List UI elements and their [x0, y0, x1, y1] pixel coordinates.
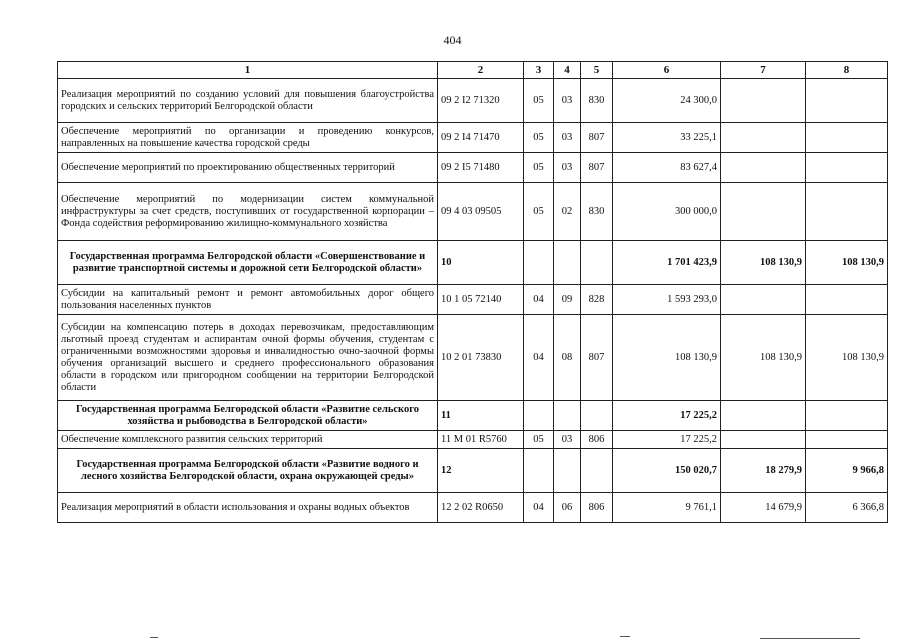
row-expense-type: 807 — [581, 123, 613, 153]
row-expense-type: 830 — [581, 183, 613, 241]
row-amount-col8 — [806, 123, 888, 153]
column-header-6: 6 — [613, 62, 721, 79]
row-name: Обеспечение комплексного развития сельских территорий — [58, 431, 438, 449]
row-amount-col7: 108 130,9 — [721, 241, 806, 285]
row-expense-type: 830 — [581, 79, 613, 123]
row-amount-col6: 150 020,7 — [613, 449, 721, 493]
row-section — [524, 449, 554, 493]
table-row — [58, 315, 888, 401]
scan-mark — [620, 636, 630, 637]
column-header-1: 1 — [58, 62, 438, 79]
row-amount-col8 — [806, 431, 888, 449]
table-row — [58, 493, 888, 523]
row-amount-col7 — [721, 431, 806, 449]
row-expense-type — [581, 449, 613, 493]
row-amount-col8 — [806, 153, 888, 183]
row-amount-col7 — [721, 153, 806, 183]
row-code: 10 1 05 72140 — [438, 285, 524, 315]
row-expense-type — [581, 241, 613, 285]
row-amount-col7: 108 130,9 — [721, 315, 806, 401]
row-name: Реализация мероприятий по созданию условий для повышения благоустройства городских и сельских территорий Белгородской области — [58, 79, 438, 123]
row-amount-col6: 17 225,2 — [613, 401, 721, 431]
row-amount-col8: 108 130,9 — [806, 241, 888, 285]
row-amount-col8: 6 366,8 — [806, 493, 888, 523]
row-code: 09 2 I4 71470 — [438, 123, 524, 153]
row-amount-col7 — [721, 123, 806, 153]
row-name: Субсидии на капитальный ремонт и ремонт автомобильных дорог общего пользования населенных пунктов — [58, 285, 438, 315]
row-amount-col7: 18 279,9 — [721, 449, 806, 493]
page-number: 404 — [443, 33, 462, 47]
row-code: 09 4 03 09505 — [438, 183, 524, 241]
table-row — [58, 153, 888, 183]
row-amount-col6: 108 130,9 — [613, 315, 721, 401]
row-code: 10 2 01 73830 — [438, 315, 524, 401]
row-amount-col7 — [721, 183, 806, 241]
row-subsection: 03 — [554, 153, 581, 183]
table-body — [58, 79, 888, 523]
column-header-2: 2 — [438, 62, 524, 79]
row-amount-col7 — [721, 79, 806, 123]
row-name: Реализация мероприятий в области использования и охраны водных объектов — [58, 493, 438, 523]
row-section: 04 — [524, 493, 554, 523]
table-row — [58, 241, 888, 285]
row-amount-col6: 1 701 423,9 — [613, 241, 721, 285]
row-amount-col6: 24 300,0 — [613, 79, 721, 123]
row-subsection: 08 — [554, 315, 581, 401]
row-section: 05 — [524, 123, 554, 153]
row-section — [524, 401, 554, 431]
table-row — [58, 79, 888, 123]
row-code: 11 — [438, 401, 524, 431]
scan-mark — [760, 638, 860, 639]
table-row — [58, 285, 888, 315]
row-amount-col6: 17 225,2 — [613, 431, 721, 449]
row-amount-col6: 1 593 293,0 — [613, 285, 721, 315]
row-amount-col8: 9 966,8 — [806, 449, 888, 493]
row-subsection: 03 — [554, 123, 581, 153]
row-subsection — [554, 449, 581, 493]
row-amount-col8 — [806, 285, 888, 315]
column-header-7: 7 — [721, 62, 806, 79]
table-row — [58, 449, 888, 493]
row-section: 04 — [524, 315, 554, 401]
row-amount-col6: 9 761,1 — [613, 493, 721, 523]
row-name: Государственная программа Белгородской области «Развитие водного и лесного хозяйства Белгородской области, охрана окружающей среды» — [58, 449, 438, 493]
row-amount-col7: 14 679,9 — [721, 493, 806, 523]
row-section: 05 — [524, 431, 554, 449]
scan-mark — [150, 637, 158, 638]
row-section — [524, 241, 554, 285]
table-row — [58, 123, 888, 153]
row-name: Субсидии на компенсацию потерь в доходах перевозчикам, предоставляющим льготный проезд студентам и аспирантам очной формы обучения, студентам с ограниченными возможностями здоровья и инвалидностью очно-заочной формы обучения организаций высшего и среднего профессионального образования области в городском или пригородном сообщении на территории Белгородской области — [58, 315, 438, 401]
row-name: Государственная программа Белгородской области «Совершенствование и развитие транспортной системы и дорожной сети Белгородской области» — [58, 241, 438, 285]
row-code: 12 2 02 R0650 — [438, 493, 524, 523]
column-header-4: 4 — [554, 62, 581, 79]
row-subsection: 03 — [554, 79, 581, 123]
row-amount-col8 — [806, 401, 888, 431]
row-expense-type: 828 — [581, 285, 613, 315]
column-header-8: 8 — [806, 62, 888, 79]
row-amount-col7 — [721, 401, 806, 431]
row-code: 12 — [438, 449, 524, 493]
row-section: 05 — [524, 153, 554, 183]
row-subsection: 03 — [554, 431, 581, 449]
row-subsection: 09 — [554, 285, 581, 315]
table-row — [58, 183, 888, 241]
row-amount-col6: 33 225,1 — [613, 123, 721, 153]
row-subsection — [554, 401, 581, 431]
row-code: 10 — [438, 241, 524, 285]
row-amount-col6: 300 000,0 — [613, 183, 721, 241]
row-expense-type — [581, 401, 613, 431]
row-code: 11 М 01 R5760 — [438, 431, 524, 449]
table-header-row — [58, 62, 888, 79]
column-header-5: 5 — [581, 62, 613, 79]
row-section: 05 — [524, 183, 554, 241]
row-name: Обеспечение мероприятий по организации и проведению конкурсов, направленных на повышение качества городской среды — [58, 123, 438, 153]
row-name: Государственная программа Белгородской области «Развитие сельского хозяйства и рыбоводства в Белгородской области» — [58, 401, 438, 431]
column-header-3: 3 — [524, 62, 554, 79]
row-section: 04 — [524, 285, 554, 315]
row-subsection — [554, 241, 581, 285]
table-row — [58, 401, 888, 431]
row-amount-col8: 108 130,9 — [806, 315, 888, 401]
row-code: 09 2 I5 71480 — [438, 153, 524, 183]
row-expense-type: 807 — [581, 153, 613, 183]
row-name: Обеспечение мероприятий по модернизации систем коммунальной инфраструктуры за счет средств, поступивших от государственной корпорации – Фонда содействия реформированию жилищно-коммунального хозяйства — [58, 183, 438, 241]
table-row — [58, 431, 888, 449]
row-amount-col8 — [806, 79, 888, 123]
row-subsection: 06 — [554, 493, 581, 523]
row-name: Обеспечение мероприятий по проектированию общественных территорий — [58, 153, 438, 183]
row-expense-type: 806 — [581, 493, 613, 523]
row-amount-col6: 83 627,4 — [613, 153, 721, 183]
budget-table — [57, 61, 888, 523]
row-subsection: 02 — [554, 183, 581, 241]
row-amount-col7 — [721, 285, 806, 315]
row-amount-col8 — [806, 183, 888, 241]
row-section: 05 — [524, 79, 554, 123]
row-code: 09 2 I2 71320 — [438, 79, 524, 123]
row-expense-type: 807 — [581, 315, 613, 401]
row-expense-type: 806 — [581, 431, 613, 449]
